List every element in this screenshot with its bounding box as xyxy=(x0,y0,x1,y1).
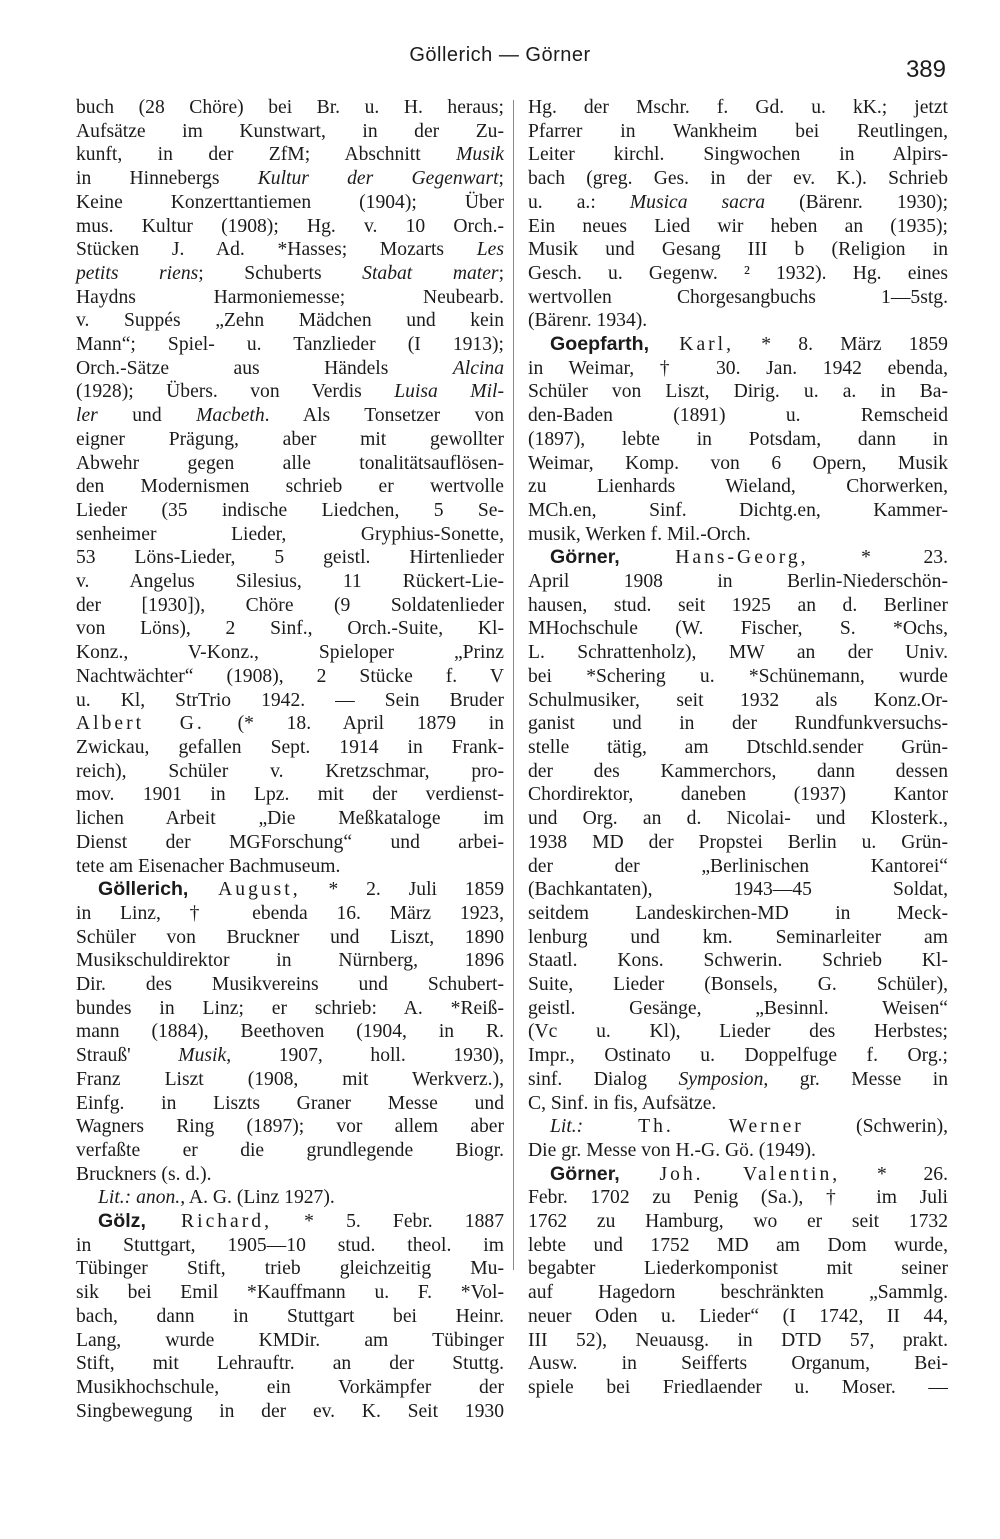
text-line: (Vc u. Kl), Lieder des Herbstes; xyxy=(528,1021,948,1043)
text-line: Musikschuldirektor in Nürnberg, 1896 xyxy=(76,950,504,972)
text-line: Einfg. in Liszts Graner Messe und xyxy=(76,1092,504,1114)
text-line: ler und Macbeth. Als Tonsetzer von xyxy=(76,405,504,427)
text-line: Orch.-Sätze aus Händels Alcina xyxy=(76,357,504,379)
text-line: mov. 1901 in Lpz. mit der verdienst- xyxy=(76,784,504,806)
text-line: III 52), Neuausg. in DTD 57, prakt. xyxy=(528,1329,948,1351)
text-line: tete am Eisenacher Bachmuseum. xyxy=(76,855,341,877)
text-line: (Bachkantaten), 1943—45 Soldat, xyxy=(528,879,948,901)
entry-heading: Göllerich, August, * 2. Juli 1859 xyxy=(98,878,504,901)
text-line: eigner Prägung, aber mit gewollter xyxy=(76,428,504,450)
text-line: in Weimar, † 30. Jan. 1942 ebenda, xyxy=(528,357,948,379)
text-line: Dienst der MGForschung“ und arbei- xyxy=(76,831,504,853)
entry-name: Görner, xyxy=(550,1162,620,1185)
text-line: 1762 zu Hamburg, wo er seit 1732 xyxy=(528,1211,948,1233)
text-line: 53 Löns-Lieder, 5 geistl. Hirtenlieder xyxy=(76,547,504,569)
left-column xyxy=(76,96,504,1423)
text-line: bundes in Linz; er schrieb: A. *Reiß- xyxy=(76,997,504,1019)
text-line: den-Baden (1891) u. Remscheid xyxy=(528,405,948,427)
text-line: senheimer Lieder, Gryphius-Sonette, xyxy=(76,523,504,545)
text-line: Leiter kirchl. Singwochen in Alpirs- xyxy=(528,144,948,166)
text-line: musik, Werken f. Mil.-Orch. xyxy=(528,523,751,545)
text-line: (1897), lebte in Potsdam, dann in xyxy=(528,428,948,450)
text-line: hausen, stud. seit 1925 an d. Berliner xyxy=(528,594,948,616)
text-line: Ausw. in Seifferts Organum, Bei- xyxy=(528,1353,948,1375)
entry-heading: Goepfarth, Karl, * 8. März 1859 xyxy=(550,333,948,356)
text-line: der der „Berlinischen Kantorei“ xyxy=(528,855,948,877)
text-line: ganist und in der Rundfunkversuchs- xyxy=(528,713,948,735)
text-line: Konz., V-Konz., Spieloper „Prinz xyxy=(76,642,504,664)
text-line: zu Lienhards Wieland, Chorwerken, xyxy=(528,476,948,498)
right-column xyxy=(528,96,948,1400)
text-line: Tübinger Stift, trieb gleichzeitig Mu- xyxy=(76,1258,504,1280)
text-line: wertvollen Chorgesangbuchs 1—5stg. xyxy=(528,286,948,308)
text-line: u. a.: Musica sacra (Bärenr. 1930); xyxy=(528,191,949,213)
text-line: Die gr. Messe von H.-G. Gö. (1949). xyxy=(528,1139,816,1161)
text-line: Haydns Harmoniemesse; Neubearb. xyxy=(76,286,504,308)
text-line: mann (1884), Beethoven (1904, in R. xyxy=(76,1021,504,1043)
text-line: der des Kammerchors, dann dessen xyxy=(528,760,948,782)
text-line: den Modernismen schrieb er wertvolle xyxy=(76,476,504,498)
text-line: reich), Schüler v. Kretzschmar, pro- xyxy=(76,760,504,782)
text-line: Schulmusiker, seit 1932 als Konz.Or- xyxy=(528,689,948,711)
text-line: 1938 MD der Propstei Berlin u. Grün- xyxy=(528,831,948,853)
text-line: Hg. der Mschr. f. Gd. u. kK.; jetzt xyxy=(528,97,948,118)
text-line: u. Kl, StrTrio 1942. — Sein Bruder xyxy=(76,689,504,711)
text-line: in Stuttgart, 1905—10 stud. theol. im xyxy=(76,1234,504,1256)
text-line: petits riens; Schuberts Stabat mater; xyxy=(76,262,505,284)
text-line: seitdem Landeskirchen-MD in Meck- xyxy=(528,902,948,924)
text-line: Schüler von Liszt, Dirig. u. a. in Ba- xyxy=(528,381,948,403)
text-line: geistl. Gesänge, „Besinnl. Weisen“ xyxy=(528,997,948,1019)
column-divider xyxy=(513,100,514,1270)
text-line: mus. Kultur (1908); Hg. v. 10 Orch.- xyxy=(76,215,504,237)
entry-heading: Görner, Hans-Georg, * 23. xyxy=(550,546,948,569)
text-line: Suite, Lieder (Bonsels, G. Schüler), xyxy=(528,974,948,996)
text-line: Pfarrer in Wankheim bei Reutlingen, xyxy=(528,120,948,142)
text-line: Weimar, Komp. von 6 Opern, Musik xyxy=(528,452,948,474)
text-line: Keine Konzerttantiemen (1904); Über xyxy=(76,191,504,213)
text-line: in Hinnebergs Kultur der Gegenwart; xyxy=(76,168,504,190)
text-line: lichen Arbeit „Die Meßkataloge im xyxy=(76,808,504,830)
text-line: der [1930]), Chöre (9 Soldatenlieder xyxy=(76,594,504,616)
running-head: Göllerich — Görner xyxy=(409,44,591,66)
text-line: MCh.en, Sinf. Dichtg.en, Kammer- xyxy=(528,499,948,521)
text-line: neuer Oden u. Lieder“ (I 1742, II 44, xyxy=(528,1305,948,1327)
text-line: Nachtwächter“ (1908), 2 Stücke f. V xyxy=(76,665,504,687)
text-line: C, Sinf. in fis, Aufsätze. xyxy=(528,1092,717,1114)
text-line: Ein neues Lied wir heben an (1935); xyxy=(528,215,948,237)
text-line: Staatl. Kons. Schwerin. Schrieb Kl- xyxy=(528,950,948,972)
text-line: kunft, in der ZfM; Abschnitt Musik xyxy=(76,144,504,166)
text-line: Chordirektor, daneben (1937) Kantor xyxy=(528,784,948,806)
text-line: bach, dann in Stuttgart bei Heinr. xyxy=(76,1305,504,1327)
text-line: bach (greg. Ges. in der ev. K.). Schrieb xyxy=(528,168,948,190)
entry-heading: Gölz, Richard, * 5. Febr. 1887 xyxy=(98,1210,504,1233)
text-line: Wagners Ring (1897); vor allem aber xyxy=(76,1116,504,1138)
text-line: April 1908 in Berlin-Niederschön- xyxy=(528,571,948,593)
text-line: sik bei Emil *Kauffmann u. F. *Vol- xyxy=(76,1282,504,1304)
text-line: Albert G. (* 18. April 1879 in xyxy=(76,713,504,735)
text-line: Impr., Ostinato u. Doppelfuge f. Org.; xyxy=(528,1045,948,1067)
text-line: Singbewegung in der ev. K. Seit 1930 xyxy=(76,1400,504,1422)
text-line: lebte und 1752 MD am Dom wurde, xyxy=(528,1234,948,1256)
text-line: Stift, mit Lehrauftr. an der Stuttg. xyxy=(76,1353,504,1375)
text-line: sinf. Dialog Symposion, gr. Messe in xyxy=(528,1068,948,1090)
literature-line: Lit.: Th. Werner (Schwerin), xyxy=(550,1116,948,1138)
page-number: 389 xyxy=(905,56,946,83)
text-line: Musik und Gesang III b (Religion in xyxy=(528,239,948,261)
text-line: Strauß' Musik, 1907, holl. 1930), xyxy=(76,1045,504,1067)
entry-name: Görner, xyxy=(550,546,620,569)
text-line: Musikhochschule, ein Vorkämpfer der xyxy=(76,1376,504,1398)
text-line: begabter Liederkomponist mit seiner xyxy=(528,1258,948,1280)
text-line: Lieder (35 indische Liedchen, 5 Se- xyxy=(76,499,504,521)
text-line: spiele bei Friedlaender u. Moser. — xyxy=(528,1376,948,1398)
entry-name: Gölz, xyxy=(98,1210,146,1233)
text-line: lenburg und km. Seminarleiter am xyxy=(528,926,948,948)
text-line: und Org. an d. Nicolai- und Klosterk., xyxy=(528,808,948,830)
text-line: Abwehr gegen alle tonalitätsauflösen- xyxy=(76,452,504,474)
text-line: in Linz, † ebenda 16. März 1923, xyxy=(76,902,504,924)
literature-line: Lit.: anon., A. G. (Linz 1927). xyxy=(98,1187,335,1209)
text-line: von Löns), 2 Sinf., Orch.-Suite, Kl- xyxy=(76,618,504,640)
text-line: L. Schrattenholz), MW an der Univ. xyxy=(528,642,948,664)
text-line: Aufsätze im Kunstwart, in der Zu- xyxy=(76,120,504,142)
text-line: Stücken J. Ad. *Hasses; Mozarts Les xyxy=(76,239,504,261)
text-line: stelle tätig, am Dtschld.sender Grün- xyxy=(528,736,948,758)
text-line: auf Hagedorn beschränkten „Sammlg. xyxy=(528,1282,948,1304)
entry-heading: Görner, Joh. Valentin, * 26. xyxy=(550,1162,948,1185)
page-header xyxy=(0,44,1000,84)
text-line: bei *Schering u. *Schünemann, wurde xyxy=(528,665,948,687)
text-line: Schüler von Bruckner und Liszt, 1890 xyxy=(76,926,504,948)
text-line: Gesch. u. Gegenw. ² 1932). Hg. eines xyxy=(528,262,948,284)
text-line: buch (28 Chöre) bei Br. u. H. heraus; xyxy=(76,97,504,118)
text-line: MHochschule (W. Fischer, S. *Ochs, xyxy=(528,618,948,640)
text-line: Mann“; Spiel- u. Tanzlieder (I 1913); xyxy=(76,334,504,356)
entry-name: Goepfarth, xyxy=(550,333,650,356)
text-line: Dir. des Musikvereins und Schubert- xyxy=(76,974,504,996)
text-line: (Bärenr. 1934). xyxy=(528,310,648,332)
text-line: Febr. 1702 zu Penig (Sa.), † im Juli xyxy=(528,1187,948,1209)
text-line: v. Angelus Silesius, 11 Rückert-Lie- xyxy=(76,571,504,593)
text-line: (1928); Übers. von Verdis Luisa Mil- xyxy=(76,381,504,403)
text-line: Lang, wurde KMDir. am Tübinger xyxy=(76,1329,504,1351)
text-line: Franz Liszt (1908, mit Werkverz.), xyxy=(76,1068,504,1090)
text-line: Bruckners (s. d.). xyxy=(76,1163,212,1185)
text-line: Zwickau, gefallen Sept. 1914 in Frank- xyxy=(76,736,504,758)
entry-name: Göllerich, xyxy=(98,878,189,901)
text-line: verfaßte er die grundlegende Biogr. xyxy=(76,1139,504,1161)
text-line: v. Suppés „Zehn Mädchen und kein xyxy=(76,310,504,332)
